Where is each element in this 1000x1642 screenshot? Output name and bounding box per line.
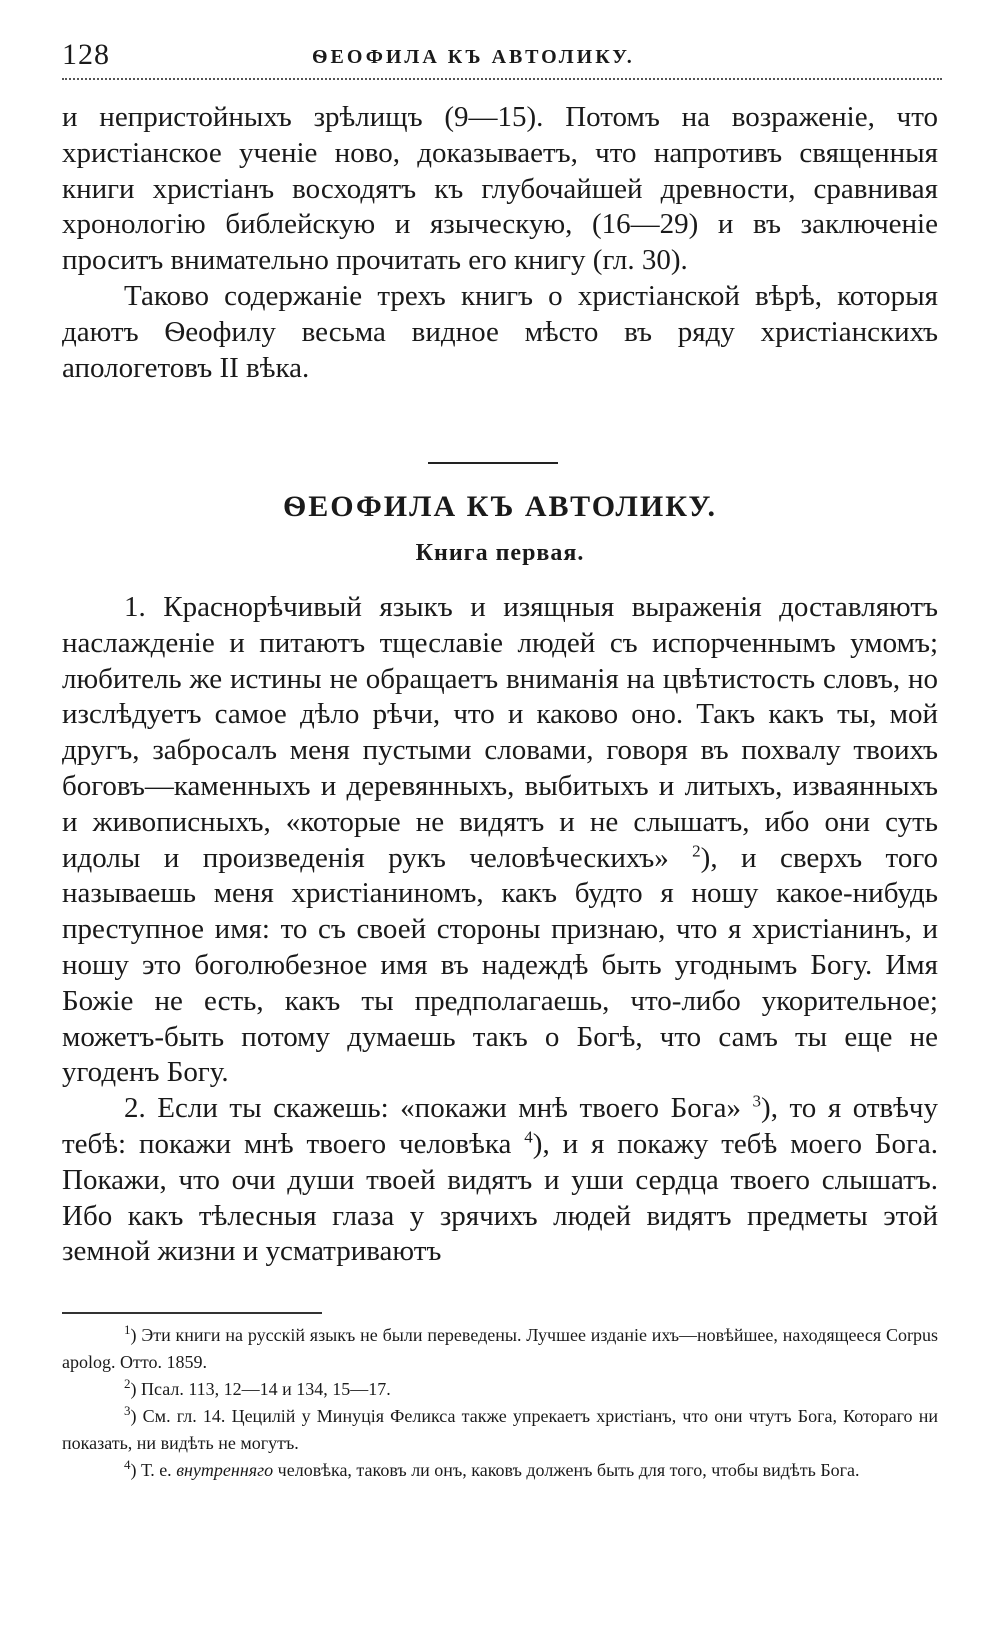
work-title: ѲЕОФИЛА КЪ АВТОЛИКУ.	[282, 490, 718, 523]
chapter-2-text-b: ), то я отвѣчу тебѣ: покажи мнѣ твоего человѣка	[62, 1092, 939, 1160]
footnote-4	[62, 1457, 938, 1484]
page-number: 128	[62, 38, 110, 71]
chapter-2-text-a: 2. Если ты скажешь: «покажи мнѣ твоего Бога»	[124, 1092, 741, 1125]
intro-text	[62, 100, 938, 386]
chapter-2-text-c: ), и я покажу тебѣ моего Бога. Покажи, что очи души твоей видятъ и уши сердца твоего слышатъ. Ибо какъ тѣлесныя глаза у зрячихъ людей видятъ предметы этой земной жизни и усматриваютъ	[62, 1127, 939, 1268]
chapter-1-text-b: ), и сверхъ того называешь меня христіаниномъ, какъ будто я ношу какое-нибудь преступное имя: то съ своей стороны признаю, что я христіанинъ, и ношу это боголюбезное имя въ надеждѣ быть угоднымъ Богу. Имя Божіе не есть, какъ ты предполагаешь, что-либо укорительное; можетъ-быть потому думаешь такъ о Богѣ, что самъ ты еще не угоденъ Богу.	[62, 841, 938, 1089]
running-title: ѲЕОФИЛА КЪ АВТОЛИКУ.	[312, 46, 635, 68]
footnote-2	[62, 1376, 938, 1403]
footnote-1-mark: 1	[124, 1322, 131, 1337]
footnote-rule	[62, 1312, 322, 1314]
section-divider	[428, 462, 558, 464]
footnote-2-mark: 2	[124, 1376, 131, 1391]
footnote-4-text-b: человѣка, таковъ ли онъ, каковъ долженъ быть для того, чтобы видѣть Бога.	[277, 1460, 860, 1480]
footnote-3-mark: 3	[124, 1403, 131, 1418]
footnotes	[62, 1322, 938, 1484]
footnote-4-emphasis: внутренняго	[176, 1460, 274, 1480]
footnote-1-text: ) Эти книги на русскій языкъ не были переведены. Лучшее изданіе ихъ—новѣйшее, находящееся Corpus apolog. Отто. 1859.	[62, 1325, 938, 1372]
footnote-ref-2: 2	[692, 840, 701, 860]
footnote-1	[62, 1322, 938, 1376]
footnote-ref-4: 4	[524, 1127, 533, 1147]
chapter-1-text-a: 1. Краснорѣчивый языкъ и изящныя выраженія доставляютъ наслажденіе и питаютъ тщеславіе людей съ испорченнымъ умомъ; любитель же истины не обращаетъ вниманія на цвѣтистость словъ, но изслѣдуетъ самое дѣло рѣчи, что и каково оно. Такъ какъ ты, мой другъ, забросалъ меня пустыми словами, говоря въ похвалу твоихъ боговъ—каменныхъ и деревянныхъ, выбитыхъ и литыхъ, изваянныхъ и живописныхъ, «которые не видятъ и не слышатъ, ибо они суть идолы и произведенія рукъ человѣческихъ»	[62, 591, 938, 874]
footnote-3-text: ) См. гл. 14. Цецилій у Минуція Феликса также упрекаетъ христіанъ, что они чтутъ Бога, Котораго ни показать, ни видѣть не могутъ.	[62, 1406, 938, 1453]
chapter-2	[62, 1091, 938, 1270]
book-title: Книга первая.	[415, 540, 585, 566]
intro-paragraph-2: Таково содержаніе трехъ книгъ о христіанской вѣрѣ, которыя даютъ Ѳеофилу весьма видное мѣсто въ ряду христіанскихъ апологетовъ II вѣка.	[62, 279, 938, 384]
chapters-text	[62, 590, 938, 1270]
header-rule	[62, 78, 942, 80]
page-header	[62, 38, 942, 82]
footnote-2-text: ) Псал. 113, 12—14 и 134, 15—17.	[130, 1379, 391, 1399]
footnote-3	[62, 1403, 938, 1457]
footnote-4-mark: 4	[124, 1457, 131, 1472]
chapter-1	[62, 590, 938, 1091]
footnote-4-text-a: ) Т. е.	[130, 1460, 172, 1480]
footnote-ref-3: 3	[752, 1091, 762, 1111]
intro-paragraph-1: и непристойныхъ зрѣлищъ (9—15). Потомъ на возраженіе, что христіанское ученіе ново, доказываетъ, что напротивъ священныя книги христіанъ восходятъ къ глубочайшей древности, сравнивая хронологію библейскую и языческую, (16—29) и въ заключеніе проситъ внимательно прочитать его книгу (гл. 30).	[62, 101, 938, 277]
